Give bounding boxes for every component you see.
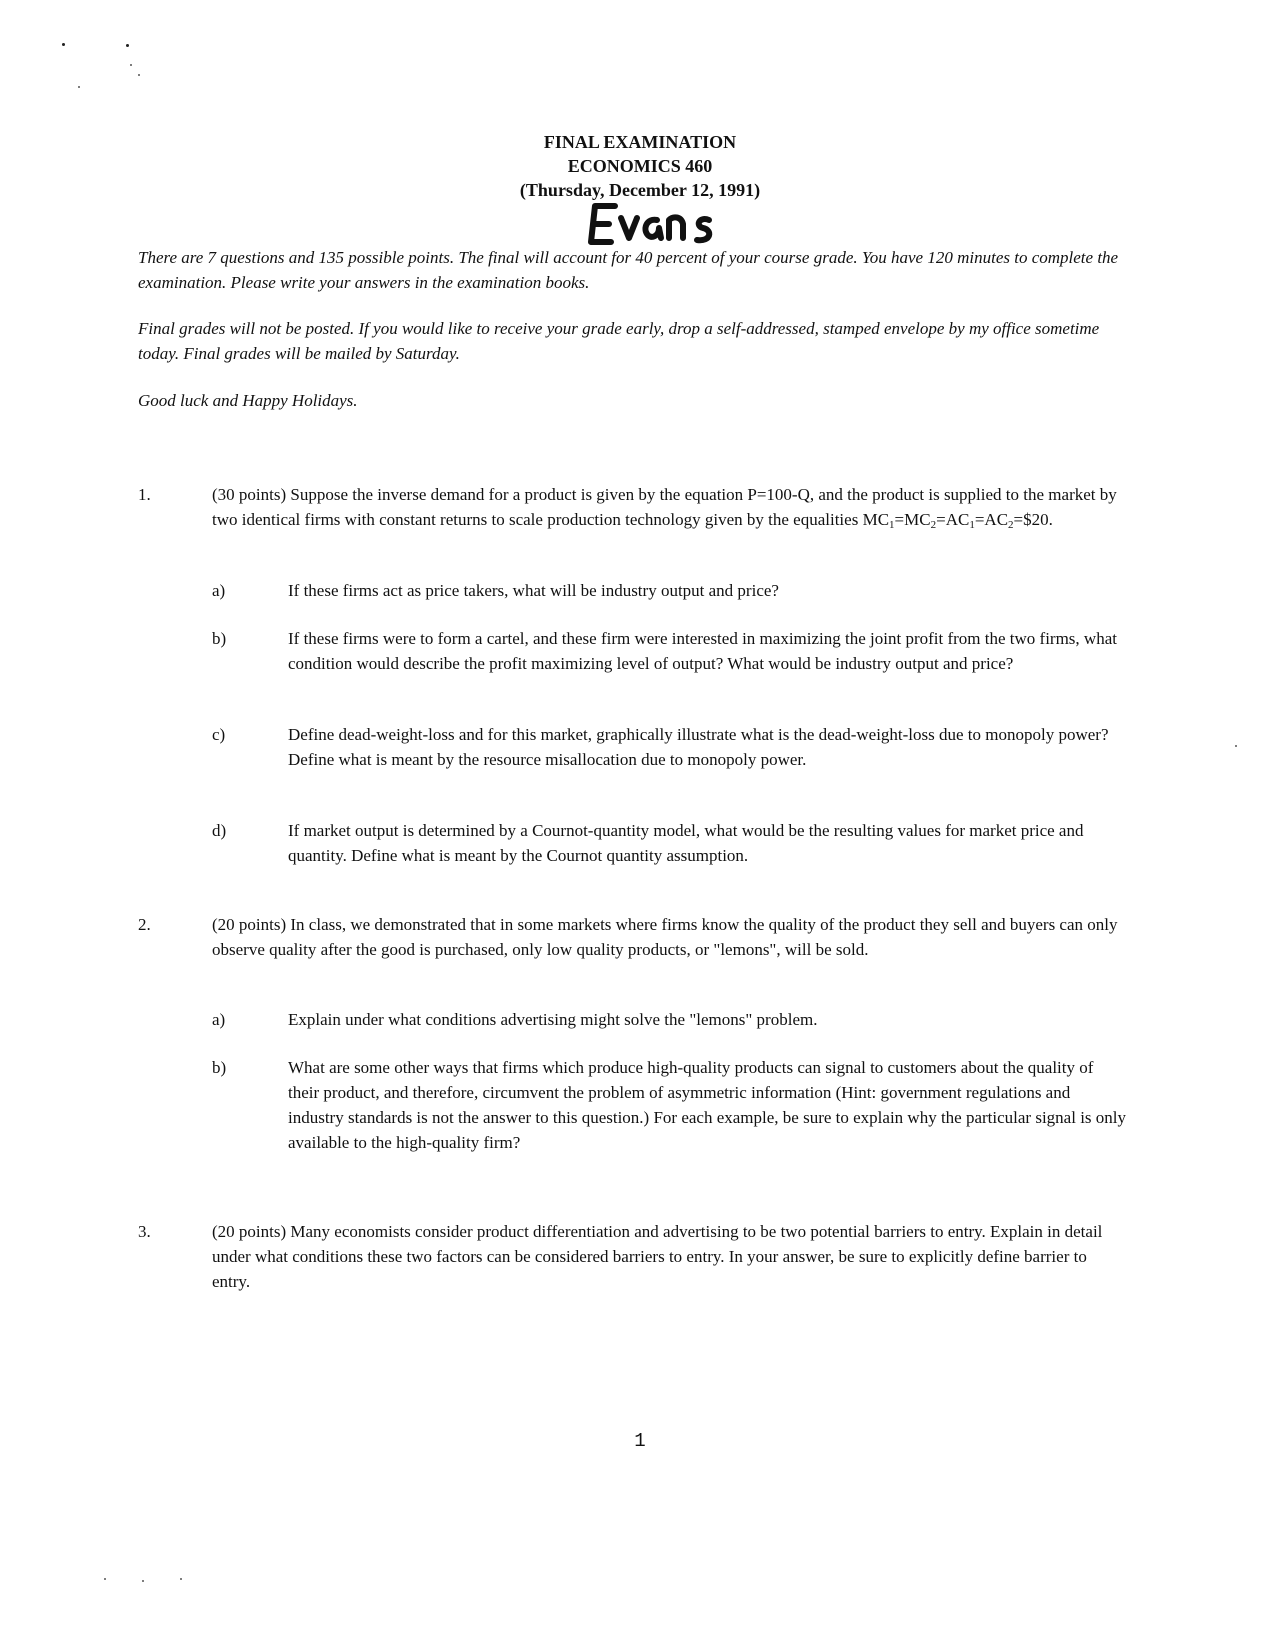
scan-speck [104, 1578, 106, 1580]
formula-subscript: 2 [930, 519, 937, 531]
scan-speck [62, 43, 65, 46]
exam-title: FINAL EXAMINATION [543, 132, 737, 152]
question-text: (20 points) In class, we demonstrated that in some markets where firms know the quality of the product they sell and buyers can only observe quality after the good is purchased, only low quality products, or "lemons", will be sold. [212, 915, 1118, 959]
exam-header [0, 130, 1280, 202]
closing-paragraph [138, 388, 1128, 413]
scan-speck [138, 74, 140, 76]
scan-speck [1235, 745, 1237, 747]
grading-text: Final grades will not be posted. If you would like to receive your grade early, drop a self-addressed, stamped envelope by my office sometime today. Final grades will be mailed by Saturday. [138, 319, 1100, 363]
exam-date: (Thursday, December 12, 1991) [519, 180, 761, 200]
question-number: 1. [138, 485, 151, 504]
question-text-part: (30 points) Suppose the inverse demand for a product is given by the equation P=100-Q, and the product is supplied to the market by two identical firms with constant returns to scale production technology given by the equalities [212, 485, 1117, 529]
formula-subscript: 1 [969, 519, 975, 531]
part-text: If these firms were to form a cartel, and these firm were interested in maximizing the joint profit from the two firms, what condition would describe the profit maximizing level of output? What would be industry output and price? [288, 629, 1117, 673]
question-text: (20 points) Many economists consider product differentiation and advertising to be two potential barriers to entry. Explain in detail under what conditions these two factors can be considered barriers to entry. In your answer, be sure to explicitly define barrier to entry. [212, 1222, 1103, 1291]
scan-speck [78, 86, 80, 88]
question-number: 3. [138, 1222, 151, 1241]
part-letter: c) [212, 725, 226, 744]
page-number: 1 [634, 1430, 646, 1452]
course-name: ECONOMICS 460 [567, 156, 713, 176]
formula-eq: = [894, 510, 905, 529]
formula-value: $20. [1023, 510, 1053, 529]
part-text: Define dead-weight-loss and for this market, graphically illustrate what is the dead-weight-loss due to monopoly power? Define what is meant by the resource misallocation due to monopoly power. [288, 725, 1109, 769]
formula-subscript: 2 [1008, 519, 1014, 531]
formula-ac: AC [945, 510, 970, 529]
question-number: 2. [138, 915, 151, 934]
formula-eq: = [1013, 510, 1024, 529]
part-letter: d) [212, 821, 227, 840]
part-letter: b) [212, 629, 227, 648]
question-text [212, 482, 1127, 532]
closing-text: Good luck and Happy Holidays. [138, 391, 358, 410]
scan-speck [180, 1578, 182, 1580]
instructions-text: There are 7 questions and 135 possible points. The final will account for 40 percent of your course grade. You have 120 minutes to complete the examination. Please write your answers in the examination books. [138, 248, 1119, 292]
formula-eq: = [974, 510, 985, 529]
handwritten-signature [585, 198, 735, 250]
formula-eq: = [936, 510, 946, 529]
scan-speck [130, 64, 132, 66]
part-text: What are some other ways that firms which produce high-quality products can signal to customers about the quality of their product, and therefore, circumvent the problem of asymmetric information (Hint: government regulations and industry standards is not the answer to this question.) For each example, be sure to explain why the particular signal is only available to the high-quality firm? [288, 1058, 1127, 1152]
scan-speck [126, 44, 129, 47]
part-text: If market output is determined by a Cournot-quantity model, what would be the resulting values for market price and quantity. Define what is meant by the Cournot quantity assumption. [288, 821, 1084, 865]
part-letter: a) [212, 581, 226, 600]
formula-subscript: 1 [889, 519, 895, 531]
instructions-paragraph [138, 245, 1128, 295]
scan-speck [142, 1580, 144, 1582]
cost-formula [863, 510, 1053, 529]
formula-mc: MC [862, 510, 890, 529]
part-text: Explain under what conditions advertising might solve the "lemons" problem. [288, 1010, 818, 1029]
part-letter: b) [212, 1058, 227, 1077]
formula-mc: MC [904, 510, 931, 529]
grading-paragraph [138, 316, 1128, 366]
part-text: If these firms act as price takers, what will be industry output and price? [288, 581, 779, 600]
formula-ac: AC [984, 510, 1009, 529]
part-letter: a) [212, 1010, 226, 1029]
